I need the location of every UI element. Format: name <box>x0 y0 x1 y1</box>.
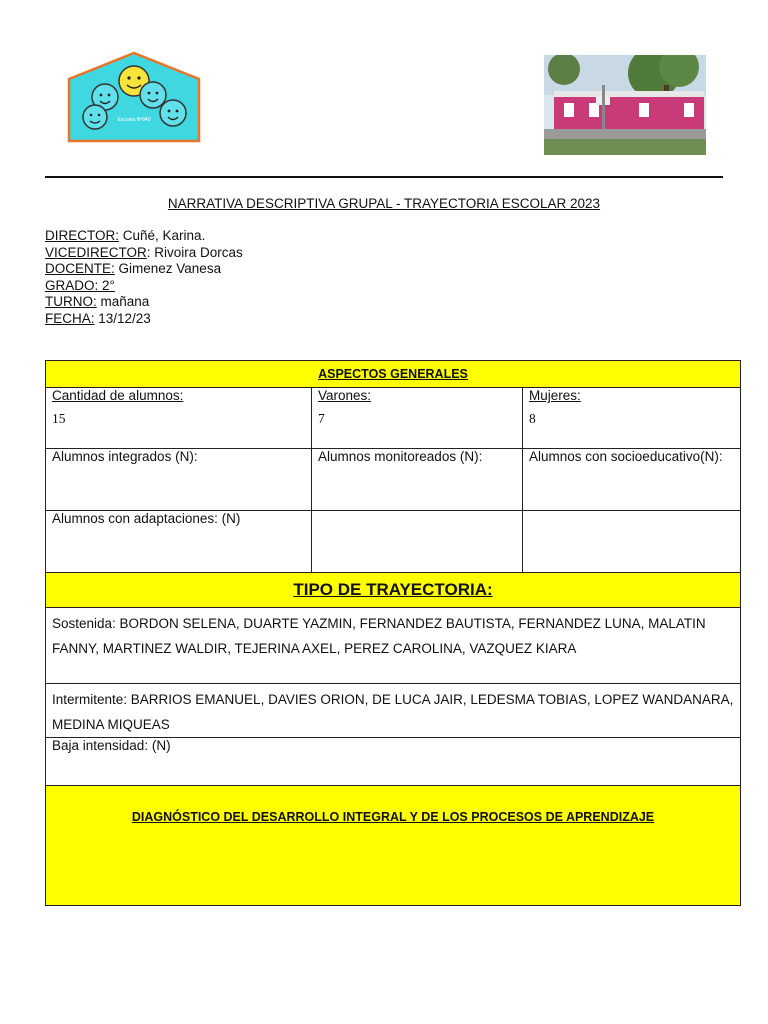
director-label: DIRECTOR: <box>45 228 120 243</box>
director-value: Cuñé, Karina. <box>119 228 206 243</box>
director-line <box>45 228 243 245</box>
empty-cell <box>312 511 523 573</box>
intermitente-cell: Intermitente: BARRIOS EMANUEL, DAVIES ORION, DE LUCA JAIR, LEDESMA TOBIAS, LOPEZ WANDANARA, MEDINA MIQUEAS <box>46 684 741 738</box>
docente-value: Gimenez Vanesa <box>114 261 222 276</box>
monitoreados-cell <box>312 449 523 511</box>
fecha-value: 13/12/23 <box>94 310 151 326</box>
grado-line <box>45 278 243 295</box>
empty-cell <box>523 511 741 573</box>
adaptaciones-cell <box>46 511 312 573</box>
diagnostico-header: DIAGNÓSTICO DEL DESARROLLO INTEGRAL Y DE LOS PROCESOS DE APRENDIZAJE <box>46 786 741 906</box>
docente-label: DOCENTE: <box>45 261 115 276</box>
school-logo <box>67 51 201 143</box>
turno-label: TURNO: <box>45 294 97 309</box>
aspectos-generales-header: ASPECTOS GENERALES <box>46 361 741 388</box>
school-photo <box>544 55 706 155</box>
svg-text:Escuela Nº840: Escuela Nº840 <box>117 117 151 123</box>
cantidad-label: Cantidad de alumnos: <box>52 388 184 403</box>
turno-line <box>45 294 243 311</box>
baja-intensidad-cell: Baja intensidad: (N) <box>46 738 741 786</box>
mujeres-label: Mujeres: <box>529 388 581 403</box>
fecha-label: FECHA: <box>45 310 95 326</box>
document-title: NARRATIVA DESCRIPTIVA GRUPAL - TRAYECTORIA ESCOLAR 2023 <box>167 196 601 211</box>
monitoreados-label: Alumnos monitoreados (N): <box>318 449 483 464</box>
adaptaciones-label: Alumnos con adaptaciones: (N) <box>52 511 241 526</box>
integrados-cell <box>46 449 312 511</box>
socioeducativo-cell <box>523 449 741 511</box>
socioeducativo-label: Alumnos con socioeducativo(N): <box>529 449 723 464</box>
vicedirector-label: VICEDIRECTOR <box>45 244 147 260</box>
varones-label: Varones: <box>318 388 372 403</box>
varones-cell <box>312 388 523 449</box>
varones-value: 7 <box>318 411 325 426</box>
report-table <box>45 360 741 906</box>
tipo-trayectoria-header: TIPO DE TRAYECTORIA: <box>46 573 741 608</box>
turno-value: mañana <box>96 294 150 309</box>
mujeres-cell <box>523 388 741 449</box>
docente-line <box>45 261 243 278</box>
grado-label: GRADO: 2° <box>45 277 115 293</box>
sostenida-cell: Sostenida: BORDON SELENA, DUARTE YAZMIN, FERNANDEZ BAUTISTA, FERNANDEZ LUNA, MALATIN FANNY, MARTINEZ WALDIR, TEJERINA AXEL, PEREZ CAROLINA, VAZQUEZ KIARA <box>46 608 741 684</box>
vicedirector-line <box>45 245 243 262</box>
header-divider <box>45 176 723 178</box>
mujeres-value: 8 <box>529 411 536 426</box>
cantidad-cell <box>46 388 312 449</box>
vicedirector-value: : Rivoira Dorcas <box>146 244 243 260</box>
integrados-label: Alumnos integrados (N): <box>52 449 198 464</box>
cantidad-value: 15 <box>52 411 66 426</box>
fecha-line <box>45 311 243 328</box>
info-block <box>45 228 243 327</box>
